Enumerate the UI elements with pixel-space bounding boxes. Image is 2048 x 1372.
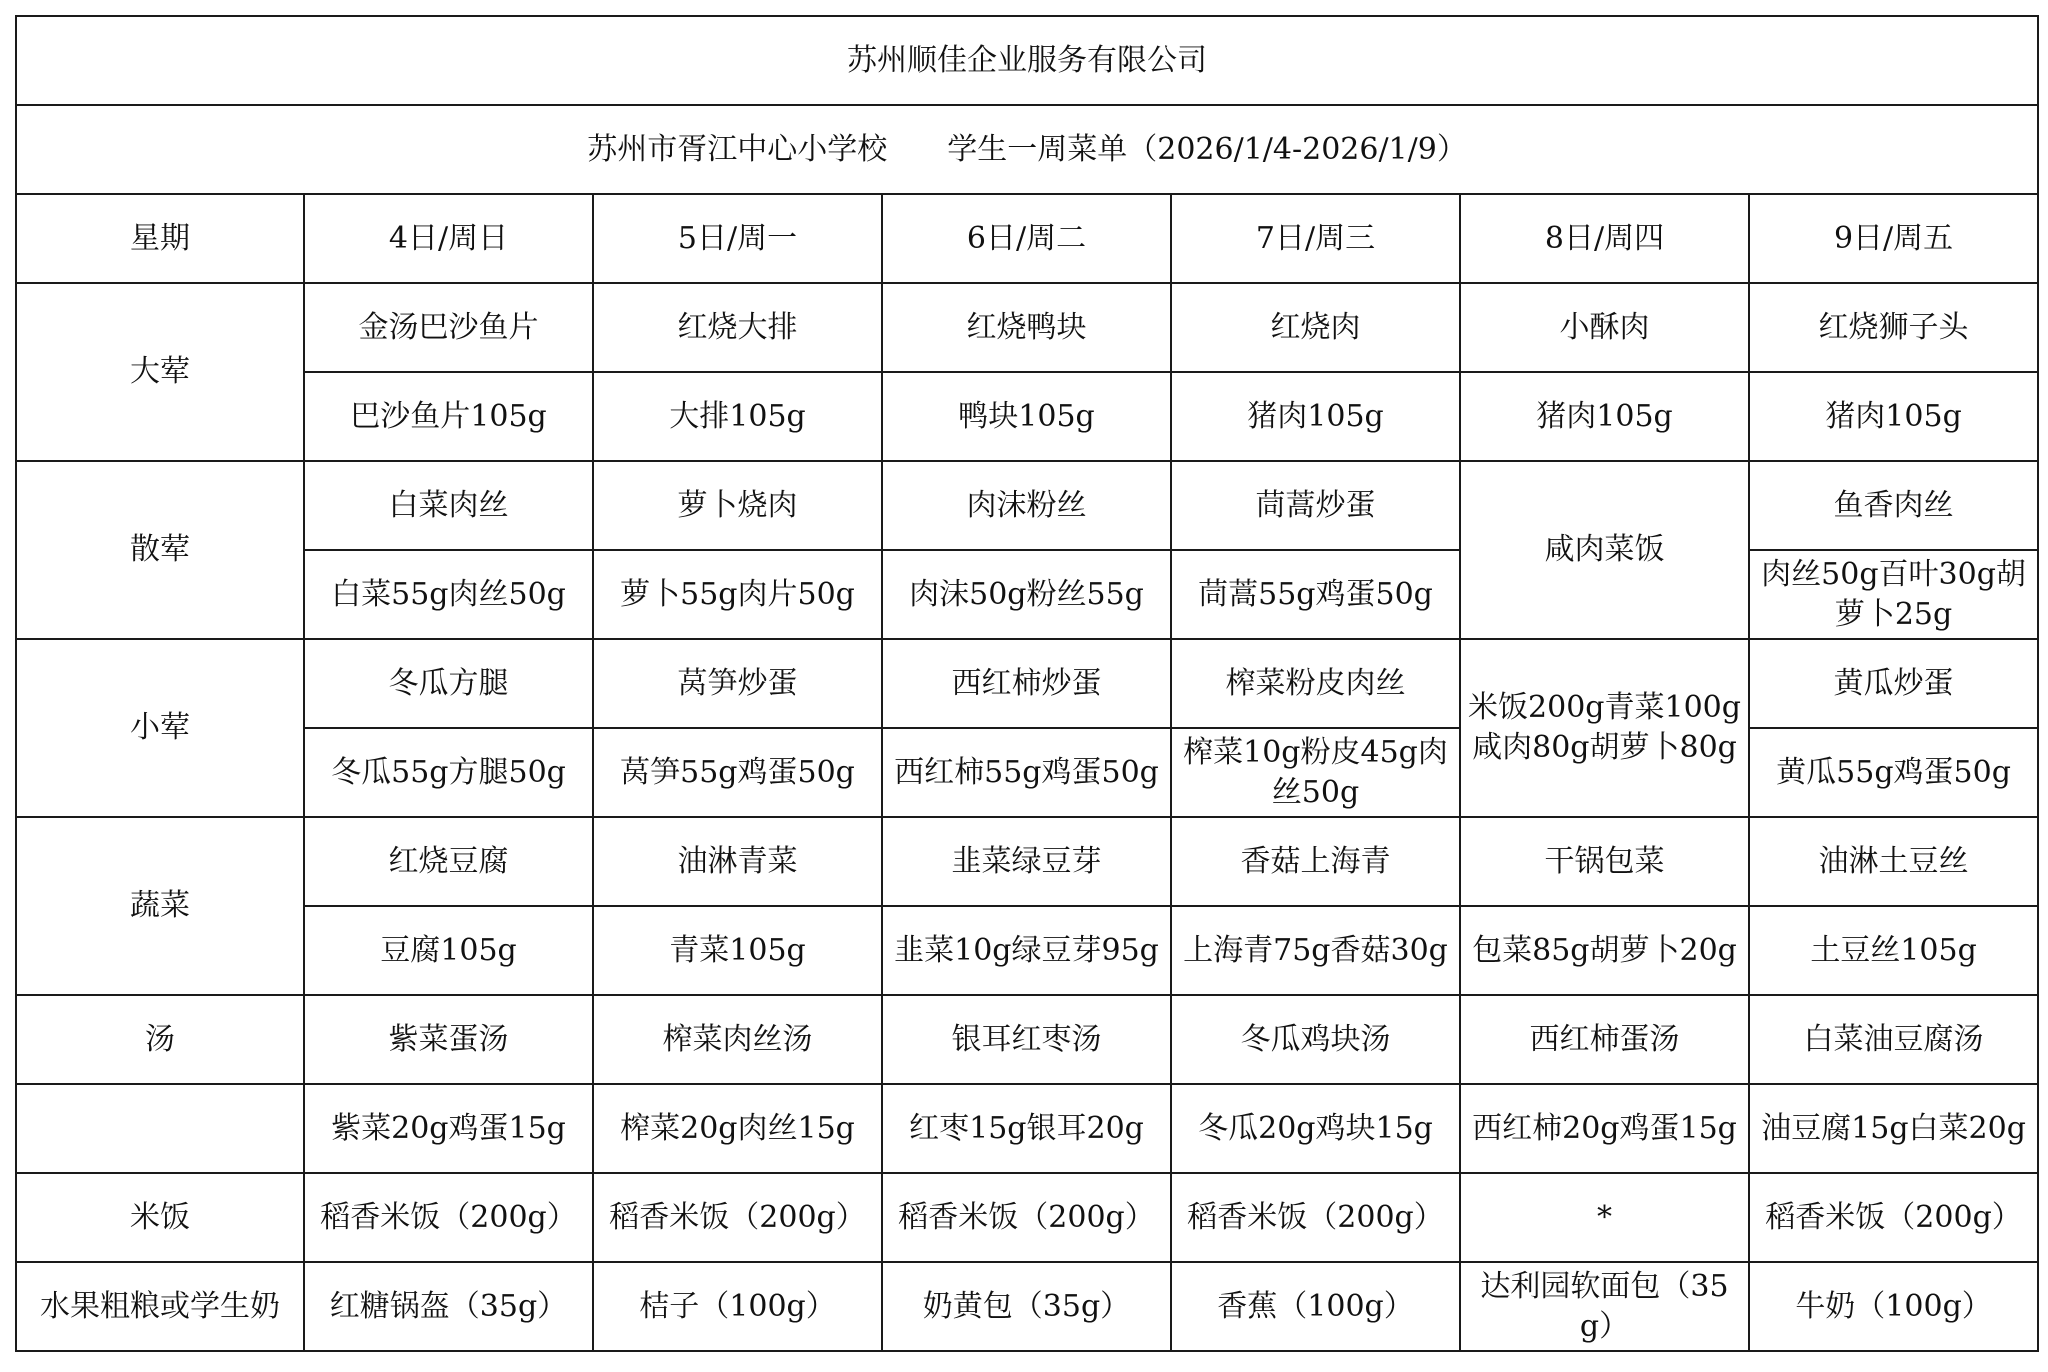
dish-amount: 大排105g bbox=[593, 372, 882, 461]
vegetable-names-row bbox=[16, 817, 2038, 906]
dish-name: 萝卜烧肉 bbox=[593, 461, 882, 550]
dish-amount: 冬瓜55g方腿50g bbox=[304, 728, 593, 817]
company-name: 苏州顺佳企业服务有限公司 bbox=[16, 16, 2038, 105]
dish-amount: 猪肉105g bbox=[1460, 372, 1749, 461]
dish-name: 莴笋炒蛋 bbox=[593, 639, 882, 728]
vegetable-amounts-row bbox=[16, 906, 2038, 995]
dish-name: 冬瓜方腿 bbox=[304, 639, 593, 728]
dish-name: 红烧鸭块 bbox=[882, 283, 1171, 372]
day-header: 9日/周五 bbox=[1749, 194, 2038, 283]
rice-item: * bbox=[1460, 1173, 1749, 1262]
dish-name: 肉沫粉丝 bbox=[882, 461, 1171, 550]
extra-item: 桔子（100g） bbox=[593, 1262, 882, 1351]
dish-name: 黄瓜炒蛋 bbox=[1749, 639, 2038, 728]
company-row bbox=[16, 16, 2038, 105]
dish-name: 红烧狮子头 bbox=[1749, 283, 2038, 372]
extra-row bbox=[16, 1262, 2038, 1351]
dish-name: 米饭200g青菜100g咸肉80g胡萝卜80g bbox=[1460, 639, 1749, 817]
dish-name: 金汤巴沙鱼片 bbox=[304, 283, 593, 372]
dish-name: 西红柿炒蛋 bbox=[882, 639, 1171, 728]
main-dish-names-row bbox=[16, 283, 2038, 372]
category-label: 汤 bbox=[16, 995, 304, 1084]
dish-amount: 黄瓜55g鸡蛋50g bbox=[1749, 728, 2038, 817]
category-label: 散荤 bbox=[16, 461, 304, 639]
dish-name: 茼蒿炒蛋 bbox=[1171, 461, 1460, 550]
dish-amount: 巴沙鱼片105g bbox=[304, 372, 593, 461]
dish-name: 榨菜肉丝汤 bbox=[593, 995, 882, 1084]
category-label-empty bbox=[16, 1084, 304, 1173]
side-meat-names-row bbox=[16, 461, 2038, 550]
extra-item: 香蕉（100g） bbox=[1171, 1262, 1460, 1351]
category-label: 大荤 bbox=[16, 283, 304, 461]
days-row bbox=[16, 194, 2038, 283]
rice-item: 稻香米饭（200g） bbox=[593, 1173, 882, 1262]
rice-item: 稻香米饭（200g） bbox=[882, 1173, 1171, 1262]
dish-amount: 紫菜20g鸡蛋15g bbox=[304, 1084, 593, 1173]
dish-amount: 豆腐105g bbox=[304, 906, 593, 995]
dish-name: 白菜肉丝 bbox=[304, 461, 593, 550]
dish-amount: 韭菜10g绿豆芽95g bbox=[882, 906, 1171, 995]
extra-item: 达利园软面包（35g） bbox=[1460, 1262, 1749, 1351]
category-label: 米饭 bbox=[16, 1173, 304, 1262]
dish-name: 紫菜蛋汤 bbox=[304, 995, 593, 1084]
soup-names-row bbox=[16, 995, 2038, 1084]
extra-item: 奶黄包（35g） bbox=[882, 1262, 1171, 1351]
soup-amounts-row bbox=[16, 1084, 2038, 1173]
extra-item: 牛奶（100g） bbox=[1749, 1262, 2038, 1351]
dish-amount: 西红柿20g鸡蛋15g bbox=[1460, 1084, 1749, 1173]
dish-name: 咸肉菜饭 bbox=[1460, 461, 1749, 639]
dish-amount: 莴笋55g鸡蛋50g bbox=[593, 728, 882, 817]
dish-name: 红烧肉 bbox=[1171, 283, 1460, 372]
dish-amount: 榨菜10g粉皮45g肉丝50g bbox=[1171, 728, 1460, 817]
dish-amount: 红枣15g银耳20g bbox=[882, 1084, 1171, 1173]
dish-name: 鱼香肉丝 bbox=[1749, 461, 2038, 550]
category-label: 蔬菜 bbox=[16, 817, 304, 995]
dish-name: 干锅包菜 bbox=[1460, 817, 1749, 906]
dish-amount: 茼蒿55g鸡蛋50g bbox=[1171, 550, 1460, 639]
subtitle-row bbox=[16, 105, 2038, 194]
dish-amount: 猪肉105g bbox=[1171, 372, 1460, 461]
day-header: 4日/周日 bbox=[304, 194, 593, 283]
dish-amount: 肉沫50g粉丝55g bbox=[882, 550, 1171, 639]
dish-amount: 西红柿55g鸡蛋50g bbox=[882, 728, 1171, 817]
dish-amount: 白菜55g肉丝50g bbox=[304, 550, 593, 639]
dish-name: 小酥肉 bbox=[1460, 283, 1749, 372]
dish-name: 香菇上海青 bbox=[1171, 817, 1460, 906]
dish-amount: 鸭块105g bbox=[882, 372, 1171, 461]
dish-name: 榨菜粉皮肉丝 bbox=[1171, 639, 1460, 728]
small-meat-names-row bbox=[16, 639, 2038, 728]
day-header: 7日/周三 bbox=[1171, 194, 1460, 283]
rice-row bbox=[16, 1173, 2038, 1262]
day-header: 6日/周二 bbox=[882, 194, 1171, 283]
category-label: 小荤 bbox=[16, 639, 304, 817]
category-label: 水果粗粮或学生奶 bbox=[16, 1262, 304, 1351]
day-header: 8日/周四 bbox=[1460, 194, 1749, 283]
dish-name: 韭菜绿豆芽 bbox=[882, 817, 1171, 906]
rice-item: 稻香米饭（200g） bbox=[1171, 1173, 1460, 1262]
dish-amount: 上海青75g香菇30g bbox=[1171, 906, 1460, 995]
dish-name: 红烧大排 bbox=[593, 283, 882, 372]
rice-item: 稻香米饭（200g） bbox=[1749, 1173, 2038, 1262]
dish-amount: 包菜85g胡萝卜20g bbox=[1460, 906, 1749, 995]
dish-amount: 榨菜20g肉丝15g bbox=[593, 1084, 882, 1173]
dish-amount: 青菜105g bbox=[593, 906, 882, 995]
extra-item: 红糖锅盔（35g） bbox=[304, 1262, 593, 1351]
dish-amount: 肉丝50g百叶30g胡萝卜25g bbox=[1749, 550, 2038, 639]
dish-name: 油淋土豆丝 bbox=[1749, 817, 2038, 906]
dish-name: 冬瓜鸡块汤 bbox=[1171, 995, 1460, 1084]
dish-name: 油淋青菜 bbox=[593, 817, 882, 906]
dish-amount: 冬瓜20g鸡块15g bbox=[1171, 1084, 1460, 1173]
dish-amount: 油豆腐15g白菜20g bbox=[1749, 1084, 2038, 1173]
dish-name: 白菜油豆腐汤 bbox=[1749, 995, 2038, 1084]
menu-subtitle: 苏州市胥江中心小学校 学生一周菜单（2026/1/4-2026/1/9） bbox=[16, 105, 2038, 194]
dish-name: 银耳红枣汤 bbox=[882, 995, 1171, 1084]
weekly-menu-table bbox=[15, 15, 2039, 1352]
dish-amount: 萝卜55g肉片50g bbox=[593, 550, 882, 639]
days-label: 星期 bbox=[16, 194, 304, 283]
dish-name: 西红柿蛋汤 bbox=[1460, 995, 1749, 1084]
dish-amount: 猪肉105g bbox=[1749, 372, 2038, 461]
main-dish-amounts-row bbox=[16, 372, 2038, 461]
day-header: 5日/周一 bbox=[593, 194, 882, 283]
dish-name: 红烧豆腐 bbox=[304, 817, 593, 906]
dish-amount: 土豆丝105g bbox=[1749, 906, 2038, 995]
rice-item: 稻香米饭（200g） bbox=[304, 1173, 593, 1262]
